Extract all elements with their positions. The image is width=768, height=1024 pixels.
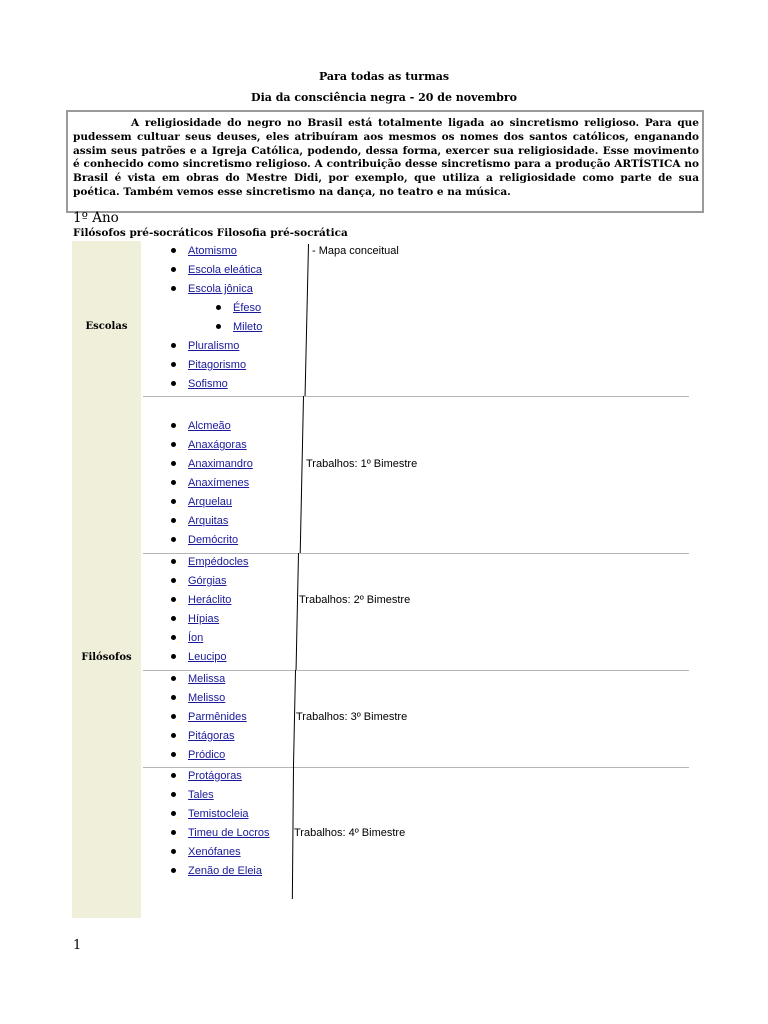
schools-list — [188, 242, 262, 299]
link-arquelau[interactable]: Arquelau — [188, 496, 233, 508]
link-pluralismo[interactable]: Pluralismo — [188, 340, 240, 352]
link-heraclito[interactable]: Heráclito — [188, 594, 232, 606]
page-number: 1 — [73, 938, 82, 953]
list-item-protagoras — [188, 767, 270, 786]
concept-map-note: - Mapa conceitual — [312, 245, 399, 257]
link-ion[interactable]: Íon — [188, 632, 204, 644]
list-item-mileto — [233, 318, 262, 337]
bullet-icon — [171, 248, 176, 253]
link-protagoras[interactable]: Protágoras — [188, 770, 242, 782]
list-item-arquelau — [188, 493, 253, 512]
bullet-icon — [171, 695, 176, 700]
bullet-icon — [171, 773, 176, 778]
bullet-icon — [171, 792, 176, 797]
list-item-pitagoras — [188, 727, 247, 746]
list-item-melissa — [188, 670, 247, 689]
bullet-icon — [171, 654, 176, 659]
list-item-atomismo — [188, 242, 262, 261]
assignment-note-3: Trabalhos: 3º Bimestre — [296, 711, 408, 723]
year-heading: 1º Ano — [73, 210, 119, 226]
list-item-melisso — [188, 689, 247, 708]
list-item-zenao-de-eleia — [188, 862, 270, 881]
link-pitagoras[interactable]: Pitágoras — [188, 730, 235, 742]
notice-text: A religiosidade do negro no Brasil está totalmente ligada ao sincretismo religioso. Para que pudessem cultuar seus deuses, eles atribuíram aos mesmos os nomes dos santos católicos, enganando assim seus patrões e a Igreja Católica, podendo, dessa forma, exercer sua religiosidade. Esse movimento é conhecido como sincretismo religioso. A contribuição desse sincretismo para a produção ARTÍSTICA no Brasil é vista em obras do Mestre Didi, por exemplo, que utiliza a religiosidade como parte de sua poética. Também vemos esse sincretismo na dança, no teatro e na música. — [73, 117, 699, 198]
bullet-icon — [216, 305, 221, 310]
link-parmenides[interactable]: Parmênides — [188, 711, 247, 723]
list-item-hipias — [188, 610, 249, 629]
philosopher-group-2 — [188, 553, 249, 667]
bullet-icon — [171, 267, 176, 272]
bullet-icon — [171, 830, 176, 835]
assignment-note-1: Trabalhos: 1º Bimestre — [306, 458, 418, 470]
list-item-parmenides — [188, 708, 247, 727]
separator — [143, 396, 689, 397]
bullet-icon — [171, 635, 176, 640]
list-item-leucipo — [188, 648, 249, 667]
link-tales[interactable]: Tales — [188, 789, 214, 801]
divider-line — [300, 396, 304, 553]
notice-box — [66, 110, 704, 213]
bullet-icon — [171, 811, 176, 816]
bullet-icon — [171, 578, 176, 583]
divider-line — [305, 244, 309, 396]
list-item-heraclito — [188, 591, 249, 610]
bullet-icon — [171, 499, 176, 504]
link-arquitas[interactable]: Arquitas — [188, 515, 229, 527]
list-item-anaximandro — [188, 455, 253, 474]
bullet-icon — [171, 559, 176, 564]
bullet-icon — [171, 868, 176, 873]
link-xenofanes[interactable]: Xenófanes — [188, 846, 241, 858]
link-melissa[interactable]: Melissa — [188, 673, 226, 685]
list-item-democrito — [188, 531, 253, 550]
section-subtitle: Filósofos pré-socráticos Filosofia pré-socrática — [73, 227, 348, 239]
list-item-ion — [188, 629, 249, 648]
bullet-icon — [171, 714, 176, 719]
link-efeso[interactable]: Éfeso — [233, 302, 262, 314]
heading-audience: Para todas as turmas — [318, 70, 450, 83]
bullet-icon — [171, 286, 176, 291]
bullet-icon — [171, 381, 176, 386]
bullet-icon — [171, 733, 176, 738]
bullet-icon — [171, 423, 176, 428]
schools-list-continued — [188, 337, 246, 394]
link-gorgias[interactable]: Górgias — [188, 575, 227, 587]
list-item-anaximenes — [188, 474, 253, 493]
link-timeu-de-locros[interactable]: Timeu de Locros — [188, 827, 270, 839]
link-melisso[interactable]: Melisso — [188, 692, 226, 704]
philosopher-group-1 — [188, 417, 253, 550]
link-hipias[interactable]: Hípias — [188, 613, 220, 625]
link-mileto[interactable]: Mileto — [233, 321, 263, 333]
link-anaximenes[interactable]: Anaxímenes — [188, 477, 250, 489]
bullet-icon — [216, 324, 221, 329]
link-temistocleia[interactable]: Temistocleia — [188, 808, 249, 820]
link-leucipo[interactable]: Leucipo — [188, 651, 227, 663]
link-democrito[interactable]: Demócrito — [188, 534, 239, 546]
link-zenao-de-eleia[interactable]: Zenão de Eleia — [188, 865, 262, 877]
link-atomismo[interactable]: Atomismo — [188, 245, 237, 257]
list-item-anaxagoras — [188, 436, 253, 455]
divider-line — [296, 553, 299, 670]
list-item-empedocles — [188, 553, 249, 572]
list-item-xenofanes — [188, 843, 270, 862]
bullet-icon — [171, 461, 176, 466]
bullet-icon — [171, 480, 176, 485]
link-pitagorismo[interactable]: Pitagorismo — [188, 359, 247, 371]
link-empedocles[interactable]: Empédocles — [188, 556, 249, 568]
assignment-note-2: Trabalhos: 2º Bimestre — [299, 594, 411, 606]
link-sofismo[interactable]: Sofismo — [188, 378, 228, 390]
list-item-pitagorismo — [188, 356, 246, 375]
bullet-icon — [171, 849, 176, 854]
list-item-efeso — [233, 299, 262, 318]
bullet-icon — [171, 597, 176, 602]
bullet-icon — [171, 616, 176, 621]
bullet-icon — [171, 362, 176, 367]
bullet-icon — [171, 442, 176, 447]
list-item-prodico — [188, 746, 247, 765]
heading-date: Dia da consciência negra - 20 de novembro — [251, 91, 517, 104]
link-alcmeao[interactable]: Alcmeão — [188, 420, 231, 432]
bullet-icon — [171, 752, 176, 757]
list-item-tales — [188, 786, 270, 805]
link-prodico[interactable]: Pródico — [188, 749, 226, 761]
bullet-icon — [171, 518, 176, 523]
philosopher-group-3 — [188, 670, 247, 765]
bullet-icon — [171, 537, 176, 542]
link-anaxagoras[interactable]: Anaxágoras — [188, 439, 247, 451]
label-column — [72, 241, 141, 918]
bullet-icon — [171, 676, 176, 681]
philosopher-group-4 — [188, 767, 270, 881]
list-item-temistocleia — [188, 805, 270, 824]
list-item-sofismo — [188, 375, 246, 394]
list-item-timeu-de-locros — [188, 824, 270, 843]
label-schools: Escolas — [85, 321, 128, 332]
list-item-escola-eleatica — [188, 261, 262, 280]
assignment-note-4: Trabalhos: 4º Bimestre — [294, 827, 406, 839]
list-item-escola-jonica — [188, 280, 262, 299]
link-escola-jonica[interactable]: Escola jônica — [188, 283, 253, 295]
list-item-pluralismo — [188, 337, 246, 356]
list-item-alcmeao — [188, 417, 253, 436]
schools-sublist — [233, 299, 262, 337]
label-philosophers: Filósofos — [81, 652, 132, 663]
list-item-gorgias — [188, 572, 249, 591]
link-anaximandro[interactable]: Anaximandro — [188, 458, 253, 470]
link-escola-eleatica[interactable]: Escola eleática — [188, 264, 262, 276]
list-item-arquitas — [188, 512, 253, 531]
bullet-icon — [171, 343, 176, 348]
